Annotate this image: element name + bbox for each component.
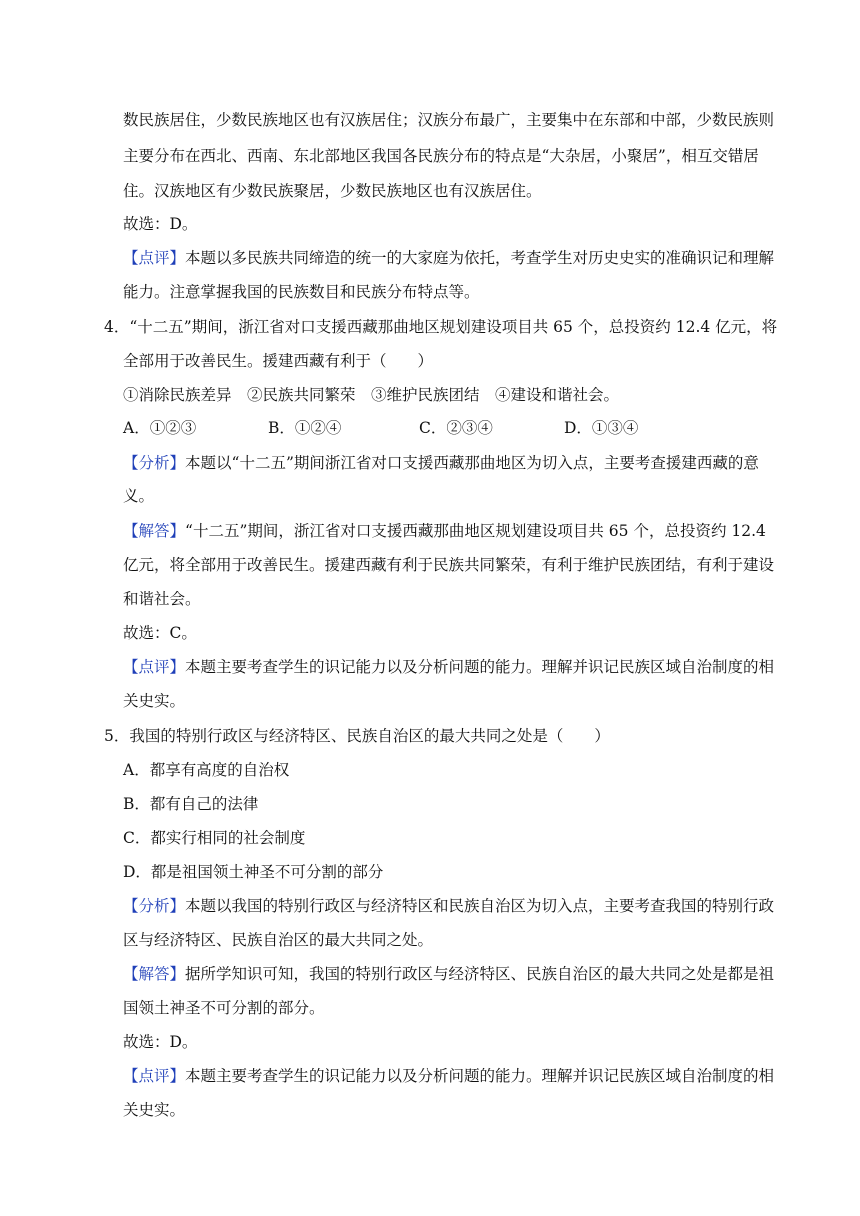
q4-answer-text: “十二五”期间，浙江省对口支援西藏那曲地区规划建设项目共 65 个，总投资约 12.4	[185, 522, 766, 540]
q5-option-a: A．都享有高度的自治权	[123, 761, 290, 779]
q4-option-a: A．①②③	[123, 419, 197, 437]
q4-stem-line-1: 4．“十二五”期间，浙江省对口支援西藏那曲地区规划建设项目共 65 个，总投资约 12.4 亿元，将	[104, 318, 778, 336]
answer-tag: 【解答】	[123, 522, 186, 540]
q4-option-b: B．①②④	[268, 419, 342, 437]
q4-statements: ①消除民族差异 ②民族共同繁荣 ③维护民族团结 ④建设和谐社会。	[123, 386, 620, 404]
q4-option-d: D．①③④	[564, 419, 639, 437]
q5-choice: 故选：D。	[123, 1033, 198, 1051]
q3-note-line-2: 能力。注意掌握我国的民族数目和民族分布特点等。	[123, 283, 480, 301]
q5-answer-line-2: 国领土神圣不可分割的部分。	[123, 999, 325, 1017]
q4-choice: 故选：C。	[123, 624, 197, 642]
analysis-tag: 【分析】	[123, 454, 186, 472]
q5-analysis-line-2: 区与经济特区、民族自治区的最大共同之处。	[123, 931, 434, 949]
q5-answer-line-1	[123, 964, 774, 984]
q4-options	[123, 418, 638, 438]
q4-answer-line-1	[123, 521, 766, 541]
q3-body-line-3: 住。汉族地区有少数民族聚居，少数民族地区也有汉族居住。	[123, 182, 542, 200]
q4-analysis-line-2: 义。	[123, 487, 155, 505]
q4-answer-line-3: 和谐社会。	[123, 590, 201, 608]
note-tag: 【点评】	[123, 658, 186, 676]
q5-option-c: C．都实行相同的社会制度	[123, 829, 306, 847]
q5-analysis-line-1	[123, 896, 774, 916]
q3-note-line-1	[123, 248, 774, 268]
q4-answer-line-2: 亿元，将全部用于改善民生。援建西藏有利于民族共同繁荣，有利于维护民族团结，有利于建设	[123, 556, 775, 574]
analysis-tag: 【分析】	[123, 897, 186, 915]
q4-analysis-text: 本题以“十二五”期间浙江省对口支援西藏那曲地区为切入点，主要考查援建西藏的意	[185, 454, 759, 472]
answer-tag: 【解答】	[123, 965, 186, 983]
q3-body-line-1: 数民族居住，少数民族地区也有汉族居住；汉族分布最广，主要集中在东部和中部，少数民族则	[123, 111, 775, 129]
q5-analysis-text: 本题以我国的特别行政区与经济特区和民族自治区为切入点，主要考查我国的特别行政	[185, 897, 775, 915]
q5-answer-text: 据所学知识可知，我国的特别行政区与经济特区、民族自治区的最大共同之处是都是祖	[185, 965, 775, 983]
q4-analysis-line-1	[123, 453, 759, 473]
q4-note-text: 本题主要考查学生的识记能力以及分析问题的能力。理解并识记民族区域自治制度的相	[185, 658, 775, 676]
q4-note-line-1	[123, 657, 774, 677]
note-tag: 【点评】	[123, 249, 186, 267]
q3-choice: 故选：D。	[123, 215, 198, 233]
note-tag: 【点评】	[123, 1067, 186, 1085]
q5-stem: 5．我国的特别行政区与经济特区、民族自治区的最大共同之处是（ ）	[104, 727, 610, 745]
q4-stem-line-2: 全部用于改善民生。援建西藏有利于（ ）	[123, 352, 434, 370]
q4-option-c: C．②③④	[419, 419, 493, 437]
q5-note-line-1	[123, 1066, 774, 1086]
q5-note-text: 本题主要考查学生的识记能力以及分析问题的能力。理解并识记民族区域自治制度的相	[185, 1067, 775, 1085]
q5-option-d: D．都是祖国领土神圣不可分割的部分	[123, 863, 384, 881]
q5-option-b: B．都有自己的法律	[123, 795, 259, 813]
q3-body-line-2: 主要分布在西北、西南、东北部地区我国各民族分布的特点是“大杂居，小聚居”，相互交错居	[123, 147, 759, 165]
q5-note-line-2: 关史实。	[123, 1101, 186, 1119]
q3-note-text: 本题以多民族共同缔造的统一的大家庭为依托，考查学生对历史史实的准确识记和理解	[185, 249, 775, 267]
q4-note-line-2: 关史实。	[123, 692, 186, 710]
